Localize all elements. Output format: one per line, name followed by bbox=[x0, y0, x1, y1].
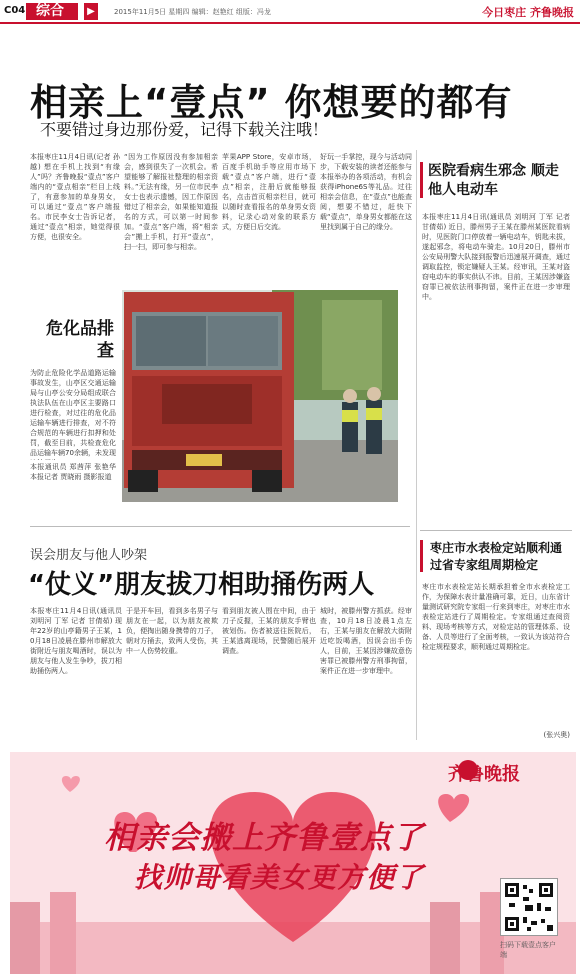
section-divider bbox=[30, 526, 410, 527]
page-number: C04 bbox=[4, 5, 26, 16]
right-story1-headline: 医院看病生邪念 顺走他人电动车 bbox=[428, 163, 559, 198]
column-rule bbox=[416, 150, 417, 740]
article2-col3: 看到朋友被人围在中间，由于刀子反握，王某的朋友手臂也被划伤。伤者被送往医院后，王某逃离现场，民警随后展开调查。 bbox=[222, 607, 316, 655]
paper-name: 今日枣庄 齐鲁晚报 bbox=[482, 6, 574, 19]
page-header bbox=[0, 0, 580, 22]
article1-col2: “因为工作原因没有参加相亲会，感到很失了一次机会。希望能够了解报社整理的相亲资料。”无法有缘，另一位市民李女士也表示遗憾，因工作原因错过了相亲会，如果能知道报名的方式，可以第一时间参加。“壹点”客户端，将“相亲会”搬上手机，打开“壹点”，扫一扫，即可参与相亲。 bbox=[124, 153, 218, 251]
article2-col4: 城时，被滕州警方抓获。经审查，10月18日凌晨1点左右，王某与朋友在解放大街附近吃饭喝酒，因误会出手伤人，目前，王某因涉嫌故意伤害罪已被滕州警方刑事拘留，案件正在进一步审理中。 bbox=[320, 607, 412, 675]
article1-col1: 本报枣庄11月4日讯(记者 孙越) 想在手机上找到“有缘人”吗？齐鲁晚报“壹点”客户端内的“壹点相亲”栏目上线了，有意参加的单身男女，可以通过“壹点”客户端报名。市民李女士告诉记者，通过“壹点”相亲，她觉得很方便，也很安全。 bbox=[30, 153, 120, 241]
ad-line2: 找帅哥看美女更方便了 bbox=[134, 861, 425, 894]
article1-subhead: 不要错过身边那份爱，记得下载关注哦！ bbox=[40, 120, 329, 139]
header-rule bbox=[0, 22, 580, 24]
article1-headline: 相亲上“壹点” 你想要的都有 bbox=[30, 81, 513, 124]
photo-caption-title: 危化品排查 bbox=[46, 319, 114, 361]
article1-col4: 好玩一手掌控，现今与活动同步，下载安装的读者还能参与本报举办的各项活动，有机会获得iPhone6S等礼品。过往相亲会信息，在“壹点”也能查阅，想要不错过，赶快下载“壹点”，单身男女都能在这里找到属于自己的缘分。 bbox=[320, 153, 412, 231]
qr-code-icon[interactable] bbox=[500, 878, 558, 936]
truck-inspection-photo bbox=[122, 290, 398, 502]
photo-caption-credit: 本报通讯员 郑茜萍 张艳华 本报记者 贾晓雨 摄影报道 bbox=[30, 463, 116, 481]
right-story2-body: 枣庄市水表检定站长期承担着全市水表检定工作，为保障水表计量准确可靠，近日，山东省计量测试研究院专家组一行来到枣庄，对枣庄市水表检定站进行了周期检定。专家组通过查阅资料、现场考核等方式，对检定站的管理体系、设备、人员等进行了全面考核，一致认为该站符合检定规程要求，顺利通过周期检定。 bbox=[422, 583, 570, 651]
story-marker bbox=[420, 162, 423, 198]
right-story2-credit: (张兴奥) bbox=[543, 731, 570, 739]
right-story2-headline: 枣庄市水表检定站顺利通过省专家组周期检定 bbox=[430, 541, 563, 572]
article2-col1: 本报枣庄11月4日讯(通讯员 刘明河 丁军 记者 甘倩茹) 现年22岁的山亭籍男子王某，10月18日凌晨在滕州市解放大街附近与朋友喝酒时，误以为朋友与他人发生争吵，拔刀相助捅伤两人。 bbox=[30, 607, 122, 675]
article2-col2: 于是开车回，看到多名男子与朋友在一起，以为朋友被欺负，便掏出随身携带的刀子，朝对方捅去，致两人受伤，其中一人伤势较重。 bbox=[126, 607, 218, 655]
ad-logo: 齐鲁晚报 bbox=[448, 764, 520, 785]
right-divider bbox=[420, 530, 572, 531]
ad-line1: 相亲会搬上齐鲁壹点了 bbox=[104, 820, 424, 856]
article1-col3: 苹果APP Store，安卓市场，百度手机助手等应用市场下载“壹点”客户端，进行“壹点”相亲，注册后就能够报名，点击首页相亲栏目，就可以随时查看报名的单身男女资料，记录心动对象的联系方式，方便日后交流。 bbox=[222, 153, 316, 231]
story-marker bbox=[420, 540, 423, 572]
chevron-right-icon: ▶ bbox=[84, 3, 98, 20]
qr-caption: 扫码下载壹点客户端 bbox=[500, 941, 556, 959]
article2-headline: “仗义”朋友拔刀相助捅伤两人 bbox=[28, 570, 375, 600]
photo-caption-text: 为防止危险化学品道路运输事故发生，山亭区交通运输局与山亭公安分局组成联合执法队伍在山亭区主要路口进行检查，对过往的危化品运输车辆进行排查，对不符合规范的车辆进行扣押和处罚，截至目前，共检查危化品运输车辆70余辆，未发现 bbox=[30, 369, 116, 457]
section-title: 综合 bbox=[36, 3, 64, 19]
right-story1-body: 本报枣庄11月4日讯(通讯员 刘明河 丁军 记者 甘倩茹) 近日，滕州男子王某在滕州某医院看病时，见医院门口停放着一辆电动车，钥匙未拔，遂起邪念，将电动车骑走。10月20日，滕州市公安局刑警大队接到报警后迅速展开调查，通过调取监控，锁定嫌疑人王某。经审讯，王某对盗窃电动车的事实供认不讳。目前，王某因涉嫌盗窃罪已被依法刑事拘留，案件正在进一步审理中。 bbox=[422, 213, 570, 301]
news-photo bbox=[122, 290, 398, 502]
article2-kicker: 误会朋友与他人吵架 bbox=[30, 548, 148, 563]
issue-meta: 2015年11月5日 星期四 编辑：赵艳红 组版：冯龙 bbox=[114, 8, 271, 16]
